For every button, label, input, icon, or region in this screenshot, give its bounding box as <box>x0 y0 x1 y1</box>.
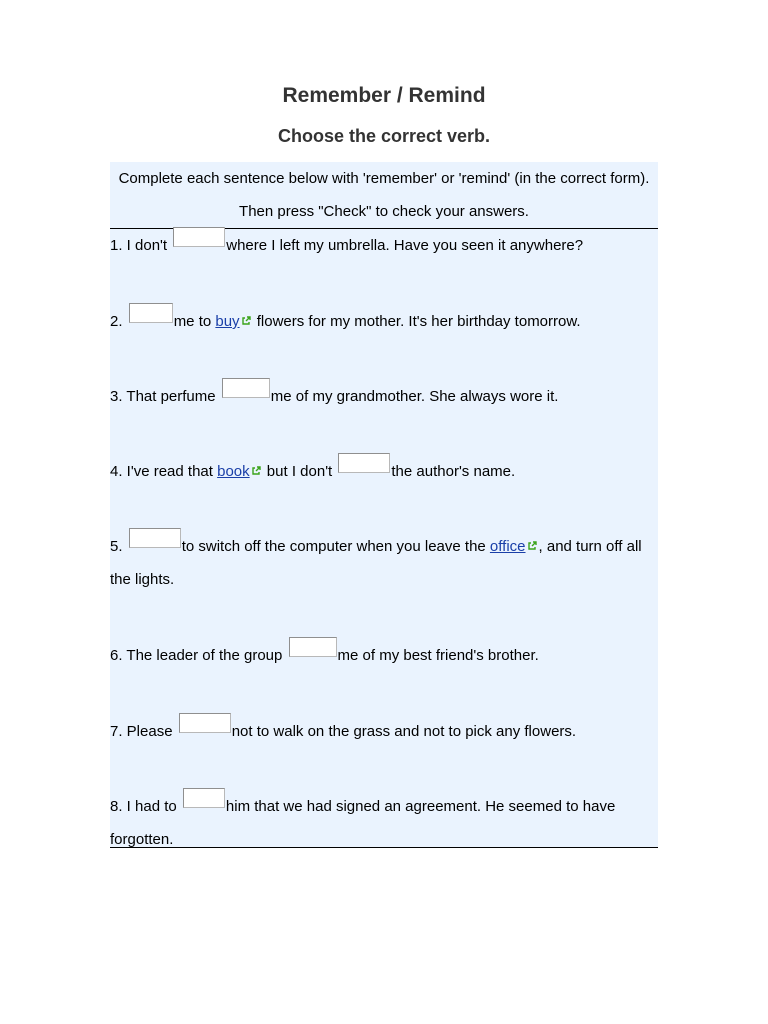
question-text: to switch off the computer when you leave the <box>181 538 490 555</box>
instructions-line-1: Complete each sentence below with 'remember' or 'remind' (in the correct form). <box>118 170 650 187</box>
question-5 <box>110 530 658 596</box>
question-text: flowers for my mother. It's her birthday tomorrow. <box>252 313 581 330</box>
question-text: 4. I've read that <box>110 463 218 480</box>
question-text: the lights. <box>110 571 175 588</box>
answer-input-3[interactable] <box>222 378 270 398</box>
answer-input-6[interactable] <box>289 637 337 657</box>
question-text: but I don't <box>262 463 337 480</box>
question-text: 5. <box>110 538 127 555</box>
question-2 <box>110 305 658 338</box>
question-text: forgotten. <box>110 831 174 848</box>
question-4 <box>110 455 658 488</box>
question-text: where I left my umbrella. Have you seen it anywhere? <box>226 237 584 254</box>
question-text: the author's name. <box>391 463 516 480</box>
answer-input-5[interactable] <box>129 528 181 548</box>
dictionary-link-office[interactable]: office <box>489 538 526 555</box>
question-text: 7. Please <box>110 723 177 740</box>
question-6 <box>110 639 658 672</box>
dictionary-link-buy[interactable]: buy <box>215 313 240 330</box>
question-text: not to walk on the grass and not to pick any flowers. <box>231 723 577 740</box>
question-text: 1. I don't <box>110 237 172 254</box>
answer-input-2[interactable] <box>129 303 173 323</box>
question-1 <box>110 229 658 262</box>
answer-input-4[interactable] <box>338 453 390 473</box>
question-text: me of my best friend's brother. <box>337 647 539 664</box>
answer-input-7[interactable] <box>179 713 231 733</box>
question-text: 3. That perfume <box>110 388 220 405</box>
question-text: 6. The leader of the group <box>110 647 287 664</box>
question-3 <box>110 380 658 413</box>
question-7 <box>110 715 658 748</box>
answer-input-8[interactable] <box>183 788 225 808</box>
question-text: , and turn off all <box>538 538 642 555</box>
external-link-icon[interactable] <box>527 541 537 551</box>
external-link-icon[interactable] <box>251 466 261 476</box>
dictionary-link-book[interactable]: book <box>217 463 250 480</box>
page-title: Remember / Remind <box>282 84 486 107</box>
question-text: him that we had signed an agreement. He seemed to have <box>225 798 616 815</box>
question-text: me to <box>173 313 216 330</box>
answer-input-1[interactable] <box>173 227 225 247</box>
page-subtitle: Choose the correct verb. <box>277 126 491 146</box>
question-text: me of my grandmother. She always wore it. <box>270 388 559 405</box>
external-link-icon[interactable] <box>241 316 251 326</box>
exercise-panel <box>110 229 658 848</box>
question-text: 2. <box>110 313 127 330</box>
question-text: 8. I had to <box>110 798 181 815</box>
question-8 <box>110 790 658 856</box>
instructions-line-2: Then press "Check" to check your answers. <box>239 203 529 220</box>
instructions-panel <box>110 162 658 229</box>
